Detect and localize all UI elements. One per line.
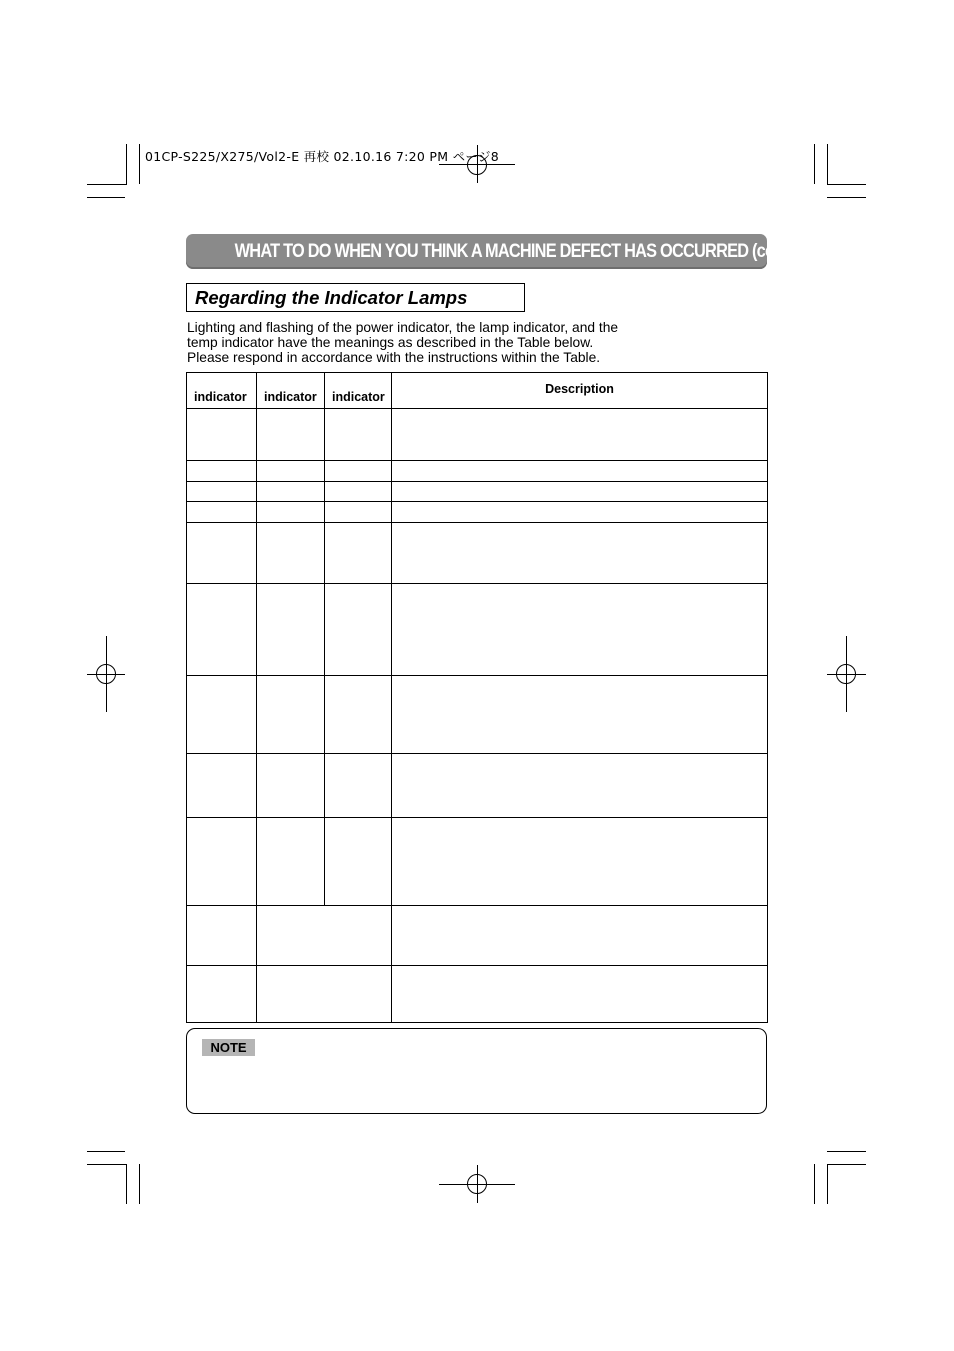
table-row bbox=[187, 523, 768, 584]
page-banner bbox=[186, 234, 833, 269]
table-row bbox=[187, 584, 768, 676]
table-row bbox=[187, 676, 768, 754]
intro-line: temp indicator have the meanings as described in the Table below. bbox=[187, 335, 594, 350]
section-title: Regarding the Indicator Lamps bbox=[186, 283, 525, 312]
header-power-indicator: indicator bbox=[187, 373, 257, 409]
table-row bbox=[187, 409, 768, 461]
print-header: 01CP-S225/X275/Vol2-E 再校 02.10.16 7:20 PM ページ8 bbox=[145, 149, 500, 164]
table-row bbox=[187, 482, 768, 502]
note-box bbox=[186, 1028, 767, 1114]
intro-paragraph bbox=[187, 320, 667, 365]
intro-line: Please respond in accordance with the instructions within the Table. bbox=[187, 350, 601, 365]
table-row bbox=[187, 502, 768, 523]
note-label: NOTE bbox=[202, 1039, 255, 1056]
banner-title: WHAT TO DO WHEN YOU THINK A MACHINE DEFECT HAS OCCURRED (continued) bbox=[234, 241, 833, 262]
intro-line: Lighting and flashing of the power indicator, the lamp indicator, and the bbox=[187, 320, 619, 335]
table-row bbox=[187, 906, 768, 966]
header-description: Description bbox=[392, 373, 768, 409]
table-row bbox=[187, 461, 768, 482]
header-temp-indicator: indicator bbox=[325, 373, 392, 409]
table-header-row bbox=[187, 373, 768, 409]
table-row bbox=[187, 754, 768, 818]
header-lamp-indicator: indicator bbox=[257, 373, 325, 409]
table-row bbox=[187, 818, 768, 906]
table-row bbox=[187, 966, 768, 1023]
indicator-table bbox=[186, 372, 768, 1023]
